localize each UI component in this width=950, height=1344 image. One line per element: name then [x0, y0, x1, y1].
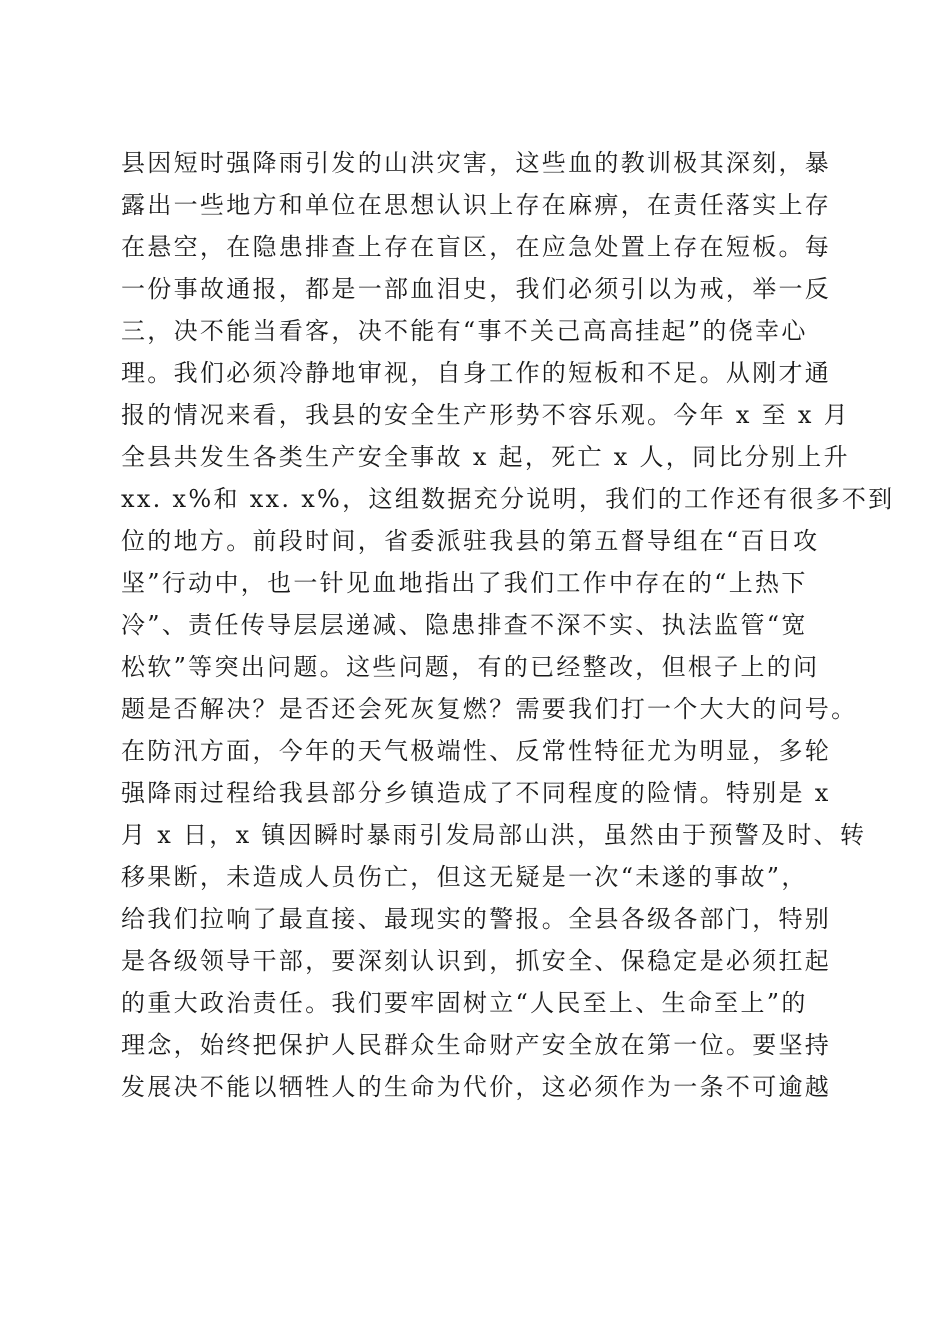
text-line: 在悬空，在隐患排查上存在盲区，在应急处置上存在短板。每 [121, 233, 832, 261]
text-line: 三，决不能当看客，决不能有“事不关己高高挂起”的侥幸心 [121, 317, 808, 345]
text-line: 的重大政治责任。我们要牢固树立“人民至上、生命至上”的 [121, 989, 808, 1017]
text-line: 在防汛方面，今年的天气极端性、反常性特征尤为明显，多轮 [121, 737, 832, 765]
text-line: 松软”等突出问题。这些问题，有的已经整改，但根子上的问 [121, 653, 820, 681]
text-line: 题是否解决？是否还会死灰复燃？需要我们打一个大大的问号。 [121, 695, 858, 723]
text-line: 冷”、责任传导层层递减、隐患排查不深不实、执法监管“宽 [121, 611, 808, 639]
text-line: 露出一些地方和单位在思想认识上存在麻痹，在责任落实上存 [121, 191, 832, 219]
text-line: 给我们拉响了最直接、最现实的警报。全县各级各部门，特别 [121, 905, 832, 933]
text-line: 理。我们必须冷静地审视，自身工作的短板和不足。从刚才通 [121, 359, 832, 387]
body-text [121, 142, 895, 1108]
text-line: 强降雨过程给我县部分乡镇造成了不同程度的险情。特别是 x [121, 779, 831, 807]
text-line: 移果断，未造成人员伤亡，但这无疑是一次“未遂的事故”， [121, 863, 808, 891]
text-line: 发展决不能以牺牲人的生命为代价，这必须作为一条不可逾越 [121, 1073, 832, 1101]
text-line: 是各级领导干部，要深刻认识到，抓安全、保稳定是必须扛起 [121, 947, 832, 975]
text-line: 月 x 日，x 镇因瞬时暴雨引发局部山洪，虽然由于预警及时、转 [121, 821, 867, 849]
text-line: 报的情况来看，我县的安全生产形势不容乐观。今年 x 至 x 月 [121, 401, 850, 429]
text-line: 坚”行动中，也一针见血地指出了我们工作中存在的“上热下 [121, 569, 808, 597]
text-line: 全县共发生各类生产安全事故 x 起，死亡 x 人，同比分别上升 [121, 443, 850, 471]
text-line: 理念，始终把保护人民群众生命财产安全放在第一位。要坚持 [121, 1031, 832, 1059]
text-line: 位的地方。前段时间，省委派驻我县的第五督导组在“百日攻 [121, 527, 820, 555]
text-line: 县因短时强降雨引发的山洪灾害，这些血的教训极其深刻，暴 [121, 149, 832, 177]
text-line: xx. x%和 xx. x%，这组数据充分说明，我们的工作还有很多不到 [121, 485, 895, 513]
text-line: 一份事故通报，都是一部血泪史，我们必须引以为戒，举一反 [121, 275, 832, 303]
